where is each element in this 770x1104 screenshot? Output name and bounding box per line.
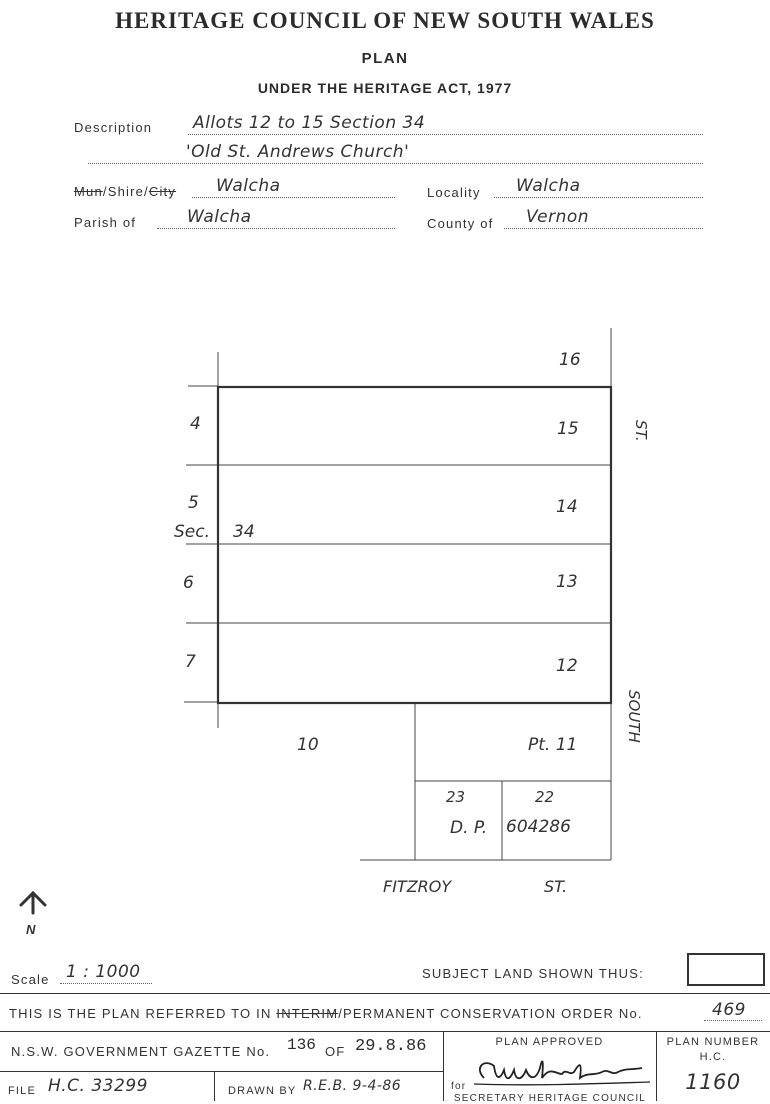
plan-heading: PLAN: [361, 50, 409, 67]
mun-struck: Mun: [74, 184, 103, 199]
lot-label-23: 23: [446, 788, 466, 806]
shire-label: /Shire/: [102, 184, 149, 199]
gazette-of-label: OF: [325, 1044, 346, 1059]
description-value-2: 'Old St. Andrews Church': [186, 142, 410, 162]
lot-label-10: 10: [297, 735, 319, 755]
city-struck: City: [148, 184, 177, 199]
order-number: 469: [712, 1000, 746, 1020]
interim-struck: INTERIM: [276, 1006, 339, 1021]
lot-label-22: 22: [535, 788, 555, 806]
subject-land-label: SUBJECT LAND SHOWN THUS:: [422, 966, 644, 981]
mun-shire-city-value: Walcha: [216, 176, 281, 196]
plan-number: 1160: [685, 1070, 741, 1094]
north-arrow-icon: [21, 893, 45, 913]
description-value-1: Allots 12 to 15 Section 34: [193, 113, 426, 133]
south-street-suffix: ST.: [632, 420, 650, 442]
divider: [0, 993, 770, 994]
scale-value: 1 : 1000: [66, 962, 141, 982]
section-label: Sec.: [174, 522, 211, 542]
gazette-date: 29.8.86: [355, 1037, 427, 1056]
south-street-label: SOUTH: [625, 690, 643, 743]
subject-land-boundary: [218, 387, 611, 703]
gazette-number: 136: [287, 1036, 316, 1054]
dp-number: 604286: [506, 817, 571, 837]
hc-label: H.C.: [699, 1051, 727, 1063]
north-label: N: [26, 922, 36, 937]
document-title: HERITAGE COUNCIL OF NEW SOUTH WALES: [115, 8, 655, 33]
order-suffix: /PERMANENT CONSERVATION ORDER No.: [338, 1006, 643, 1021]
approval-signature: [470, 1054, 660, 1090]
file-label: FILE: [8, 1085, 37, 1097]
order-number-line: [704, 1000, 762, 1021]
lot-label-16: 16: [559, 350, 581, 370]
lot-label-4: 4: [190, 414, 201, 434]
lot-label-6: 6: [183, 573, 194, 593]
file-value: H.C. 33299: [48, 1076, 148, 1096]
order-line: [9, 1006, 643, 1021]
drawn-by-value: R.E.B. 9-4-86: [303, 1078, 402, 1094]
lot-label-14: 14: [556, 497, 578, 517]
locality-value: Walcha: [516, 176, 581, 196]
for-label: for: [451, 1081, 467, 1092]
lot-label-12: 12: [556, 656, 578, 676]
divider: [0, 1071, 443, 1072]
gazette-label: N.S.W. GOVERNMENT GAZETTE No.: [11, 1044, 271, 1059]
scale-line: [60, 962, 152, 984]
lot-label-15: 15: [557, 419, 579, 439]
dp-label: D. P.: [450, 818, 488, 838]
divider: [214, 1071, 215, 1101]
lot-label-5: 5: [188, 493, 199, 513]
drawn-by-label: DRAWN BY: [228, 1085, 297, 1097]
subject-land-legend-box: [687, 953, 765, 986]
secretary-label: SECRETARY HERITAGE COUNCIL: [453, 1093, 647, 1104]
parish-value: Walcha: [187, 207, 252, 227]
description-label: Description: [74, 120, 153, 135]
scale-label: Scale: [11, 972, 50, 987]
county-label: County of: [427, 216, 494, 231]
plan-number-label: PLAN NUMBER: [666, 1036, 760, 1048]
lot-label-pt-11: Pt. 11: [528, 735, 578, 755]
plan-approved-label: PLAN APPROVED: [495, 1036, 604, 1048]
county-value: Vernon: [526, 207, 590, 227]
section-number: 34: [233, 522, 255, 542]
fitzroy-street-suffix: ST.: [544, 877, 568, 896]
act-heading: UNDER THE HERITAGE ACT, 1977: [257, 80, 513, 96]
lot-label-7: 7: [185, 652, 196, 672]
fitzroy-street-label: FITZROY: [383, 877, 452, 896]
locality-label: Locality: [427, 185, 481, 200]
divider: [0, 1031, 770, 1032]
lot-label-13: 13: [556, 572, 578, 592]
order-prefix: THIS IS THE PLAN REFERRED TO IN: [9, 1006, 277, 1021]
parish-label: Parish of: [74, 215, 137, 230]
